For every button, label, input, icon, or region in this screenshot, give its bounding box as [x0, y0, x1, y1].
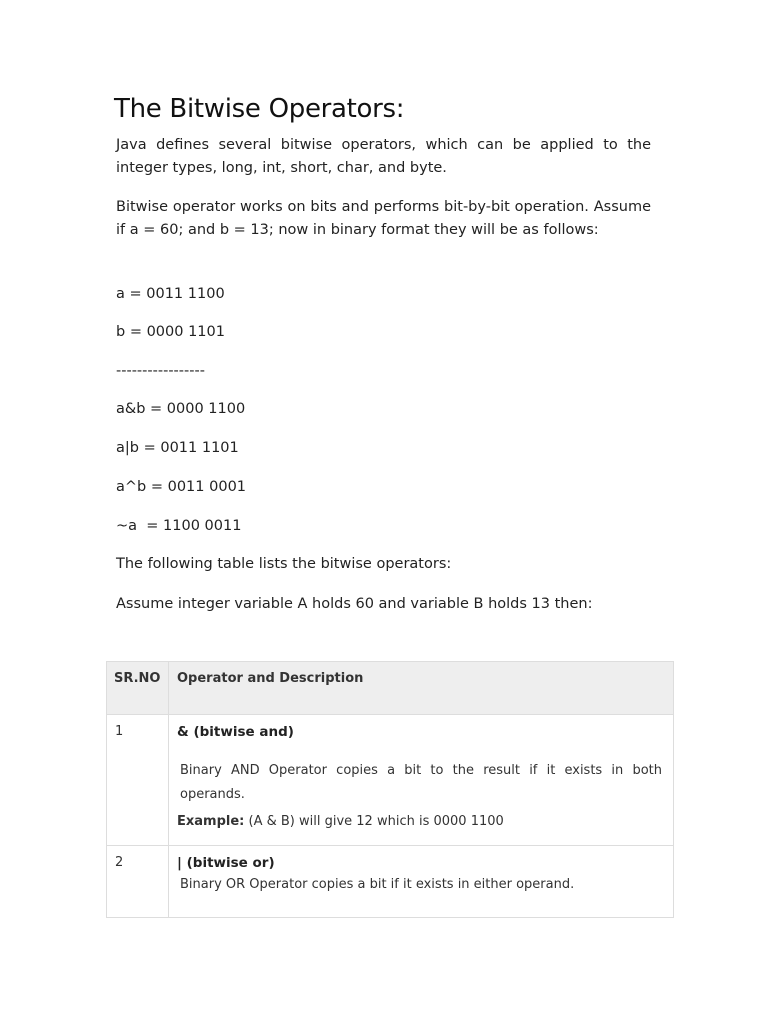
operator-name: & (bitwise and) — [177, 724, 294, 740]
sr-cell — [107, 846, 169, 918]
table-row — [107, 715, 674, 846]
example-text: (A & B) will give 12 which is 0000 1100 — [244, 814, 504, 829]
operator-cell — [169, 846, 674, 918]
header-cell-sr — [107, 662, 169, 715]
sr-number: 1 — [115, 724, 124, 739]
binary-line-b: b = 0000 1101 — [116, 324, 225, 340]
binary-line-or: a|b = 0011 1101 — [116, 440, 239, 456]
header-operator-label: Operator and Description — [177, 671, 364, 686]
operators-table — [106, 661, 674, 918]
explain-paragraph: Bitwise operator works on bits and performs bit-by-bit operation. Assume if a = 60; and b = 13; now in binary format they will be as follows: — [116, 199, 651, 238]
binary-line-not: ~a = 1100 0011 — [116, 518, 242, 534]
table-intro-text: The following table lists the bitwise operators: — [116, 556, 452, 572]
sr-number: 2 — [115, 855, 124, 870]
binary-line-a: a = 0011 1100 — [116, 286, 225, 302]
separator-line: ----------------- — [116, 363, 205, 379]
page-title: The Bitwise Operators: — [114, 94, 405, 124]
assume-text: Assume integer variable A holds 60 and variable B holds 13 then: — [116, 596, 593, 612]
operator-name: | (bitwise or) — [177, 855, 275, 871]
table-row — [107, 846, 674, 918]
table-header-row — [107, 662, 674, 715]
operator-cell — [169, 715, 674, 846]
header-sr-label: SR.NO — [114, 671, 161, 686]
operator-description: Binary AND Operator copies a bit to the result if it exists in both operands. — [180, 763, 662, 802]
sr-cell — [107, 715, 169, 846]
intro-paragraph: Java defines several bitwise operators, which can be applied to the integer types, long, int, short, char, and byte. — [116, 137, 651, 176]
binary-line-and: a&b = 0000 1100 — [116, 401, 246, 417]
operator-description: Binary OR Operator copies a bit if it exists in either operand. — [180, 877, 575, 892]
binary-line-xor: a^b = 0011 0001 — [116, 479, 247, 495]
header-cell-operator — [169, 662, 674, 715]
example-label: Example: — [177, 814, 245, 829]
operator-example — [169, 807, 673, 838]
